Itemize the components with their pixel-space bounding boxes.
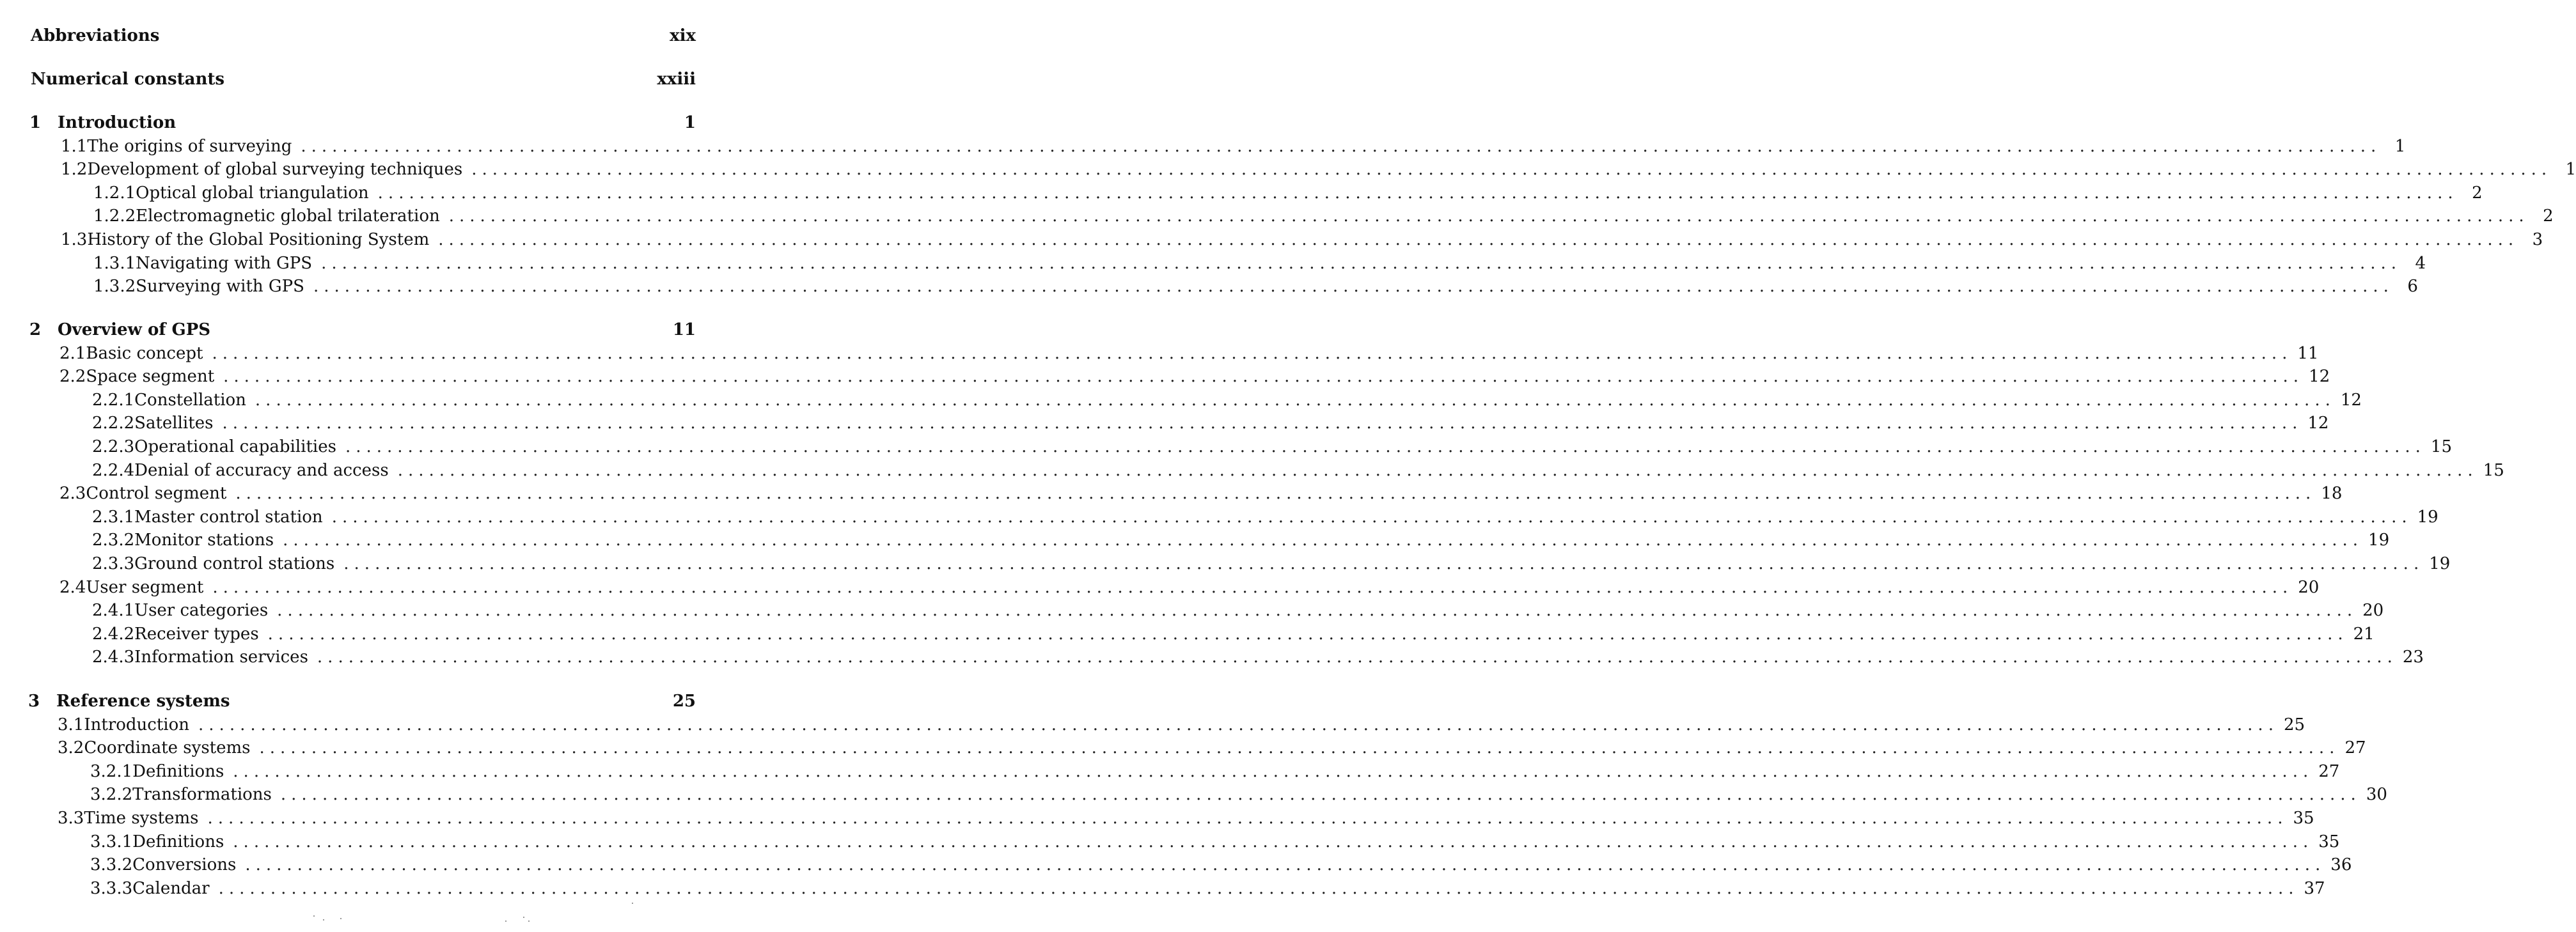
entry-number: 1.3.2 (93, 277, 136, 297)
section-entry (58, 808, 2314, 828)
subsection-entry (92, 507, 2439, 527)
subsection-entry (92, 530, 2390, 550)
entry-number: 3.2 (58, 738, 84, 758)
chapter-number: 2 (29, 320, 42, 339)
entry-number: 3.3 (58, 809, 84, 828)
entry-title: Surveying with GPS (136, 277, 304, 297)
section-entry (59, 577, 2320, 598)
page-number: 19 (2417, 507, 2439, 527)
entry-title: Electromagnetic global trilateration (136, 206, 440, 226)
page-number: 25 (672, 692, 696, 711)
dot-leader: ........................................................................................................................................................................................................ (223, 367, 2304, 387)
page-number: 30 (2366, 785, 2387, 805)
entry-title: Constellation (134, 390, 246, 410)
page-number: 35 (2318, 832, 2340, 851)
entry-number: 1.3 (61, 230, 88, 249)
page-number: 4 (2415, 253, 2426, 273)
subsection-entry (93, 183, 2483, 203)
page-number: 1 (684, 113, 696, 132)
entry-title: Optical global triangulation (136, 183, 369, 203)
page-number: 15 (2430, 437, 2452, 456)
entry-title: History of the Global Positioning System (87, 230, 430, 249)
page-number: 20 (2362, 601, 2384, 621)
dot-leader: ........................................................................................................................................................................................................ (313, 277, 2394, 297)
dot-leader: ........................................................................................................................................................................................................ (438, 230, 2519, 249)
entry-title: User segment (86, 577, 204, 597)
page-number: 25 (2283, 715, 2305, 734)
subsection-entry (90, 878, 2325, 899)
dot-leader: ........................................................................................................................................................................................................ (212, 343, 2293, 363)
page-number: 21 (2353, 624, 2375, 644)
entry-title: Introduction (84, 715, 190, 734)
entry-title: Control segment (86, 484, 227, 504)
section-entry (59, 483, 2343, 504)
entry-number: 1.3.1 (93, 253, 136, 273)
scan-speck (528, 920, 530, 922)
chapter-title: Introduction (58, 113, 177, 132)
dot-leader: ........................................................................................................................................................................................................ (233, 832, 2314, 851)
page-number: 2 (2543, 206, 2554, 226)
entry-title: Monitor stations (134, 531, 274, 550)
entry-number: 2.3.1 (92, 507, 135, 527)
entry-number: 3.2.1 (90, 761, 133, 781)
dot-leader: ........................................................................................................................................................................................................ (345, 437, 2426, 456)
entry-title: Calendar (132, 878, 210, 898)
dot-leader: ........................................................................................................................................................................................................ (397, 460, 2478, 480)
entry-title: Denial of accuracy and access (134, 460, 389, 480)
page-number: 35 (2293, 809, 2314, 828)
dot-leader: ........................................................................................................................................................................................................ (283, 531, 2364, 550)
chapter-heading (29, 320, 696, 340)
entry-title: Coordinate systems (84, 738, 251, 758)
entry-title: Information services (134, 648, 308, 667)
scan-speck (340, 918, 342, 919)
page-number: 19 (2429, 554, 2451, 573)
section-entry (61, 159, 2576, 180)
subsection-entry (93, 276, 2418, 297)
page-number: 11 (672, 320, 696, 339)
entry-title: Definitions (132, 832, 224, 851)
page-number: 12 (2340, 390, 2362, 410)
entry-title: Conversions (132, 855, 237, 875)
dot-leader: ........................................................................................................................................................................................................ (377, 183, 2458, 203)
entry-number: 2.4.2 (92, 624, 135, 644)
dot-leader: ........................................................................................................................................................................................................ (218, 878, 2299, 898)
entry-title: Satellites (134, 414, 214, 433)
scan-speck (523, 917, 524, 918)
entry-number: 2.4 (59, 577, 86, 597)
page-number: 12 (2309, 367, 2330, 387)
page-number: 27 (2318, 761, 2340, 781)
dot-leader: ........................................................................................................................................................................................................ (235, 484, 2316, 504)
entry-number: 2.2.3 (92, 437, 135, 456)
subsection-entry (93, 206, 2554, 226)
page-number: 1 (2394, 136, 2406, 156)
entry-title: Navigating with GPS (136, 253, 313, 273)
entry-title: User categories (134, 601, 269, 621)
page-number: xxiii (657, 70, 696, 89)
dot-leader: ........................................................................................................................................................................................................ (280, 785, 2361, 805)
entry-number: 2.3 (59, 484, 86, 504)
page-number: 36 (2330, 855, 2352, 875)
dot-leader: ........................................................................................................................................................................................................ (212, 577, 2293, 597)
page-number: 27 (2344, 738, 2366, 758)
scan-speck (505, 920, 507, 922)
section-entry (59, 366, 2330, 387)
page-number: 1 (2565, 160, 2576, 180)
entry-title: Space segment (86, 367, 215, 387)
subsection-entry (92, 647, 2424, 667)
dot-leader: ........................................................................................................................................................................................................ (317, 648, 2398, 667)
page-number: 2 (2472, 183, 2483, 203)
page-number: 23 (2402, 648, 2424, 667)
subsection-entry (92, 390, 2362, 410)
dot-leader: ........................................................................................................................................................................................................ (343, 554, 2424, 573)
dot-leader: ........................................................................................................................................................................................................ (245, 855, 2326, 875)
section-entry (59, 343, 2319, 364)
entry-title: Receiver types (134, 624, 259, 644)
page-number: 20 (2298, 577, 2320, 597)
page-number: 3 (2532, 230, 2543, 249)
dot-leader: ........................................................................................................................................................................................................ (259, 738, 2340, 758)
entry-number: 2.3.2 (92, 531, 135, 550)
entry-number: 1.2 (61, 160, 88, 180)
dot-leader: ........................................................................................................................................................................................................ (277, 601, 2358, 621)
dot-leader: ........................................................................................................................................................................................................ (331, 507, 2412, 527)
dot-leader: ........................................................................................................................................................................................................ (267, 624, 2348, 644)
subsection-entry (92, 413, 2329, 433)
entry-number: 2.4.3 (92, 648, 135, 667)
dot-leader: ........................................................................................................................................................................................................ (207, 809, 2288, 828)
subsection-entry (92, 554, 2451, 574)
entry-title: Operational capabilities (134, 437, 336, 456)
subsection-entry (92, 460, 2504, 481)
entry-number: 2.2.2 (92, 414, 135, 433)
entry-title: Ground control stations (134, 554, 335, 573)
dot-leader: ........................................................................................................................................................................................................ (198, 715, 2279, 734)
subsection-entry (92, 600, 2384, 621)
subsection-entry (93, 253, 2426, 274)
entry-title: Time systems (84, 809, 199, 828)
dot-leader: ........................................................................................................................................................................................................ (471, 160, 2552, 180)
entry-number: 1.2.2 (93, 206, 136, 226)
section-entry (61, 229, 2543, 250)
page-number: 15 (2483, 460, 2504, 480)
dot-leader: ........................................................................................................................................................................................................ (233, 761, 2314, 781)
chapter-heading (28, 691, 696, 711)
chapter-heading (29, 113, 696, 133)
entry-number: 2.3.3 (92, 554, 135, 573)
section-entry (58, 738, 2366, 758)
entry-title: The origins of surveying (87, 136, 292, 156)
dot-leader: ........................................................................................................................................................................................................ (255, 390, 2336, 410)
section-entry (61, 136, 2406, 157)
subsection-entry (90, 761, 2340, 782)
entry-number: 3.3.3 (90, 878, 133, 898)
dot-leader: ........................................................................................................................................................................................................ (222, 414, 2303, 433)
page-number: xix (670, 26, 696, 45)
page-number: 19 (2368, 531, 2390, 550)
entry-title: Abbreviations (31, 26, 160, 45)
page-number: 11 (2297, 343, 2319, 363)
subsection-entry (92, 624, 2375, 644)
entry-title: Basic concept (86, 343, 203, 363)
entry-title: Development of global surveying techniques (87, 160, 463, 180)
page-number: 18 (2321, 484, 2343, 504)
chapter-title: Reference systems (56, 692, 230, 711)
entry-number: 2.4.1 (92, 601, 135, 621)
front-matter-entry (31, 69, 696, 89)
scan-speck (632, 903, 633, 904)
page-number: 6 (2407, 277, 2418, 297)
entry-number: 1.1 (61, 136, 88, 156)
dot-leader: ........................................................................................................................................................................................................ (301, 136, 2382, 156)
entry-number: 3.3.1 (90, 832, 133, 851)
section-entry (58, 715, 2305, 735)
entry-number: 3.2.2 (90, 785, 133, 805)
entry-number: 3.3.2 (90, 855, 133, 875)
entry-number: 2.2 (59, 367, 86, 387)
dot-leader: ........................................................................................................................................................................................................ (448, 206, 2529, 226)
subsection-entry (90, 784, 2387, 805)
entry-number: 2.2.4 (92, 460, 135, 480)
entry-title: Definitions (132, 761, 224, 781)
entry-number: 2.1 (59, 343, 86, 363)
entry-number: 3.1 (58, 715, 84, 734)
page-number: 37 (2304, 878, 2325, 898)
subsection-entry (92, 437, 2452, 457)
chapter-number: 3 (28, 692, 40, 711)
chapter-title: Overview of GPS (58, 320, 211, 339)
dot-leader: ........................................................................................................................................................................................................ (321, 253, 2402, 273)
entry-title: Master control station (134, 507, 323, 527)
entry-number: 2.2.1 (92, 390, 135, 410)
entry-title: Numerical constants (31, 70, 225, 89)
scan-speck (313, 915, 315, 917)
chapter-number: 1 (29, 113, 42, 132)
subsection-entry (90, 832, 2340, 852)
entry-number: 1.2.1 (93, 183, 136, 203)
page-number: 12 (2307, 414, 2329, 433)
scan-speck (323, 919, 324, 920)
front-matter-entry (31, 26, 696, 46)
entry-title: Transformations (132, 785, 272, 805)
subsection-entry (90, 855, 2352, 875)
